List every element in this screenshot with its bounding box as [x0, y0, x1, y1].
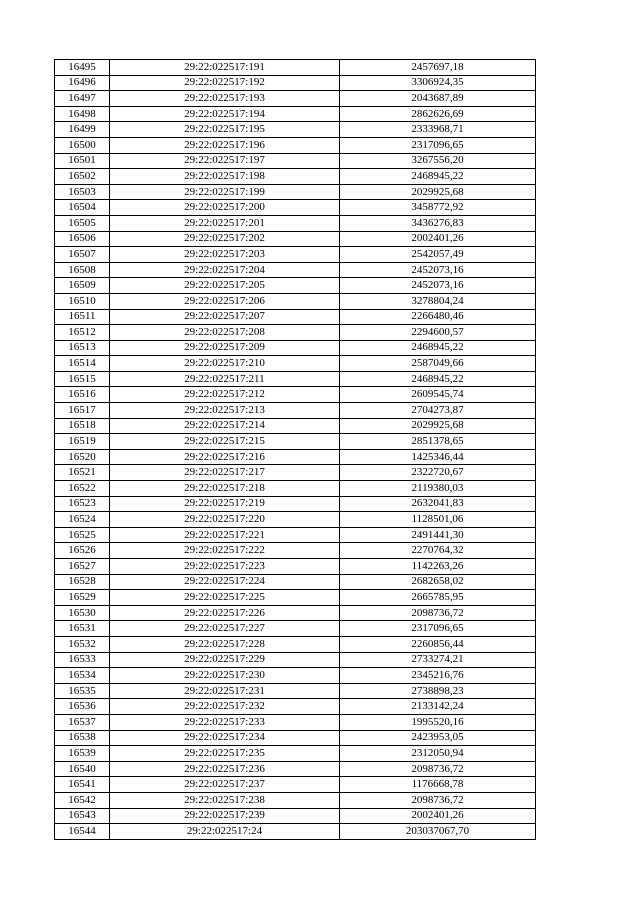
row-number-cell: 16543 — [55, 808, 110, 824]
cadastral-value-cell: 3306924,35 — [340, 75, 536, 91]
row-number-cell: 16539 — [55, 746, 110, 762]
cadastral-value-cell: 2119380,03 — [340, 481, 536, 497]
cadastral-number-cell: 29:22:022517:196 — [110, 137, 340, 153]
cadastral-value-cell: 2002401,26 — [340, 231, 536, 247]
cadastral-number-cell: 29:22:022517:236 — [110, 761, 340, 777]
table-row — [55, 761, 536, 777]
table-row — [55, 434, 536, 450]
row-number-cell: 16522 — [55, 481, 110, 497]
cadastral-number-cell: 29:22:022517:197 — [110, 153, 340, 169]
cadastral-number-cell: 29:22:022517:24 — [110, 824, 340, 840]
cadastral-number-cell: 29:22:022517:226 — [110, 605, 340, 621]
row-number-cell: 16509 — [55, 278, 110, 294]
cadastral-number-cell: 29:22:022517:191 — [110, 60, 340, 76]
table-row — [55, 559, 536, 575]
row-number-cell: 16503 — [55, 184, 110, 200]
row-number-cell: 16533 — [55, 652, 110, 668]
cadastral-number-cell: 29:22:022517:208 — [110, 325, 340, 341]
row-number-cell: 16540 — [55, 761, 110, 777]
row-number-cell: 16496 — [55, 75, 110, 91]
row-number-cell: 16542 — [55, 792, 110, 808]
cadastral-number-cell: 29:22:022517:204 — [110, 262, 340, 278]
cadastral-number-cell: 29:22:022517:238 — [110, 792, 340, 808]
table-row — [55, 714, 536, 730]
cadastral-number-cell: 29:22:022517:203 — [110, 247, 340, 263]
cadastral-value-cell: 1128501,06 — [340, 512, 536, 528]
table-row — [55, 262, 536, 278]
cadastral-number-cell: 29:22:022517:220 — [110, 512, 340, 528]
row-number-cell: 16512 — [55, 325, 110, 341]
cadastral-number-cell: 29:22:022517:222 — [110, 543, 340, 559]
cadastral-number-cell: 29:22:022517:221 — [110, 527, 340, 543]
cadastral-value-cell: 2029925,68 — [340, 184, 536, 200]
cadastral-value-cell: 2733274,21 — [340, 652, 536, 668]
row-number-cell: 16500 — [55, 137, 110, 153]
row-number-cell: 16519 — [55, 434, 110, 450]
row-number-cell: 16526 — [55, 543, 110, 559]
table-row — [55, 371, 536, 387]
cadastral-value-cell: 2266480,46 — [340, 309, 536, 325]
cadastral-number-cell: 29:22:022517:219 — [110, 496, 340, 512]
row-number-cell: 16514 — [55, 356, 110, 372]
cadastral-number-cell: 29:22:022517:231 — [110, 683, 340, 699]
row-number-cell: 16544 — [55, 824, 110, 840]
row-number-cell: 16529 — [55, 590, 110, 606]
table-row — [55, 574, 536, 590]
table-row — [55, 325, 536, 341]
table-row — [55, 730, 536, 746]
table-row — [55, 293, 536, 309]
cadastral-number-cell: 29:22:022517:237 — [110, 777, 340, 793]
cadastral-number-cell: 29:22:022517:232 — [110, 699, 340, 715]
cadastral-number-cell: 29:22:022517:218 — [110, 481, 340, 497]
cadastral-value-cell: 2423953,05 — [340, 730, 536, 746]
cadastral-number-cell: 29:22:022517:206 — [110, 293, 340, 309]
cadastral-value-cell: 2738898,23 — [340, 683, 536, 699]
cadastral-number-cell: 29:22:022517:227 — [110, 621, 340, 637]
cadastral-value-cell: 2002401,26 — [340, 808, 536, 824]
table-row — [55, 777, 536, 793]
cadastral-number-cell: 29:22:022517:217 — [110, 465, 340, 481]
cadastral-value-cell: 2345216,76 — [340, 668, 536, 684]
table-row — [55, 512, 536, 528]
cadastral-value-cell: 2491441,30 — [340, 527, 536, 543]
cadastral-number-cell: 29:22:022517:205 — [110, 278, 340, 294]
table-row — [55, 278, 536, 294]
row-number-cell: 16508 — [55, 262, 110, 278]
cadastral-value-cell: 2333968,71 — [340, 122, 536, 138]
cadastral-number-cell: 29:22:022517:235 — [110, 746, 340, 762]
cadastral-value-cell: 3458772,92 — [340, 200, 536, 216]
row-number-cell: 16530 — [55, 605, 110, 621]
row-number-cell: 16513 — [55, 340, 110, 356]
row-number-cell: 16523 — [55, 496, 110, 512]
table-row — [55, 652, 536, 668]
row-number-cell: 16499 — [55, 122, 110, 138]
row-number-cell: 16510 — [55, 293, 110, 309]
cadastral-value-cell: 2682658,02 — [340, 574, 536, 590]
table-row — [55, 200, 536, 216]
table-row — [55, 122, 536, 138]
row-number-cell: 16516 — [55, 387, 110, 403]
table-row — [55, 387, 536, 403]
table-row — [55, 340, 536, 356]
row-number-cell: 16497 — [55, 91, 110, 107]
cadastral-value-cell: 2468945,22 — [340, 169, 536, 185]
cadastral-number-cell: 29:22:022517:193 — [110, 91, 340, 107]
cadastral-value-cell: 2457697,18 — [340, 60, 536, 76]
cadastral-value-cell: 2270764,32 — [340, 543, 536, 559]
cadastral-number-cell: 29:22:022517:229 — [110, 652, 340, 668]
table-row — [55, 137, 536, 153]
table-row — [55, 60, 536, 76]
cadastral-value-cell: 2468945,22 — [340, 371, 536, 387]
table-row — [55, 496, 536, 512]
row-number-cell: 16517 — [55, 403, 110, 419]
cadastral-value-cell: 2098736,72 — [340, 792, 536, 808]
cadastral-value-cell: 2317096,65 — [340, 621, 536, 637]
table-row — [55, 668, 536, 684]
cadastral-number-cell: 29:22:022517:223 — [110, 559, 340, 575]
row-number-cell: 16506 — [55, 231, 110, 247]
cadastral-value-cell: 2098736,72 — [340, 761, 536, 777]
table-row — [55, 356, 536, 372]
cadastral-value-cell: 1425346,44 — [340, 449, 536, 465]
row-number-cell: 16507 — [55, 247, 110, 263]
row-number-cell: 16528 — [55, 574, 110, 590]
row-number-cell: 16504 — [55, 200, 110, 216]
row-number-cell: 16498 — [55, 106, 110, 122]
cadastral-number-cell: 29:22:022517:234 — [110, 730, 340, 746]
cadastral-value-cell: 2312050,94 — [340, 746, 536, 762]
cadastral-value-cell: 2452073,16 — [340, 278, 536, 294]
cadastral-number-cell: 29:22:022517:194 — [110, 106, 340, 122]
cadastral-value-cell: 1995520,16 — [340, 714, 536, 730]
cadastral-value-cell: 1176668,78 — [340, 777, 536, 793]
cadastral-value-cell: 2704273,87 — [340, 403, 536, 419]
cadastral-number-cell: 29:22:022517:215 — [110, 434, 340, 450]
table-row — [55, 184, 536, 200]
table-row — [55, 808, 536, 824]
table-row — [55, 169, 536, 185]
cadastral-value-cell: 2542057,49 — [340, 247, 536, 263]
cadastral-number-cell: 29:22:022517:199 — [110, 184, 340, 200]
cadastral-number-cell: 29:22:022517:239 — [110, 808, 340, 824]
table-row — [55, 481, 536, 497]
row-number-cell: 16531 — [55, 621, 110, 637]
table-row — [55, 699, 536, 715]
cadastral-value-cell: 2322720,67 — [340, 465, 536, 481]
table-row — [55, 231, 536, 247]
table-row — [55, 590, 536, 606]
cadastral-value-cell: 2452073,16 — [340, 262, 536, 278]
row-number-cell: 16524 — [55, 512, 110, 528]
cadastral-value-cell: 2317096,65 — [340, 137, 536, 153]
cadastral-number-cell: 29:22:022517:233 — [110, 714, 340, 730]
table-row — [55, 824, 536, 840]
row-number-cell: 16515 — [55, 371, 110, 387]
row-number-cell: 16521 — [55, 465, 110, 481]
cadastral-number-cell: 29:22:022517:200 — [110, 200, 340, 216]
table-row — [55, 683, 536, 699]
table-row — [55, 247, 536, 263]
cadastral-number-cell: 29:22:022517:214 — [110, 418, 340, 434]
table-row — [55, 792, 536, 808]
cadastral-value-cell: 2851378,65 — [340, 434, 536, 450]
table-row — [55, 403, 536, 419]
cadastral-number-cell: 29:22:022517:207 — [110, 309, 340, 325]
row-number-cell: 16525 — [55, 527, 110, 543]
table-row — [55, 527, 536, 543]
cadastral-number-cell: 29:22:022517:228 — [110, 636, 340, 652]
cadastral-value-cell: 3436276,83 — [340, 215, 536, 231]
row-number-cell: 16501 — [55, 153, 110, 169]
table-row — [55, 153, 536, 169]
table-row — [55, 106, 536, 122]
table-row — [55, 309, 536, 325]
cadastral-value-cell: 2665785,95 — [340, 590, 536, 606]
row-number-cell: 16535 — [55, 683, 110, 699]
cadastral-value-cell: 1142263,26 — [340, 559, 536, 575]
cadastral-value-cell: 2133142,24 — [340, 699, 536, 715]
cadastral-number-cell: 29:22:022517:224 — [110, 574, 340, 590]
table-row — [55, 746, 536, 762]
cadastral-value-cell: 203037067,70 — [340, 824, 536, 840]
table-row — [55, 449, 536, 465]
row-number-cell: 16532 — [55, 636, 110, 652]
table-row — [55, 636, 536, 652]
cadastral-value-cell: 2260856,44 — [340, 636, 536, 652]
row-number-cell: 16537 — [55, 714, 110, 730]
cadastral-value-cell: 2294600,57 — [340, 325, 536, 341]
cadastral-number-cell: 29:22:022517:202 — [110, 231, 340, 247]
table-row — [55, 465, 536, 481]
cadastral-number-cell: 29:22:022517:192 — [110, 75, 340, 91]
cadastral-number-cell: 29:22:022517:230 — [110, 668, 340, 684]
cadastral-number-cell: 29:22:022517:210 — [110, 356, 340, 372]
row-number-cell: 16536 — [55, 699, 110, 715]
table-body — [55, 60, 536, 840]
cadastral-number-cell: 29:22:022517:198 — [110, 169, 340, 185]
cadastral-number-cell: 29:22:022517:225 — [110, 590, 340, 606]
table-row — [55, 543, 536, 559]
cadastral-value-cell: 2609545,74 — [340, 387, 536, 403]
cadastral-number-cell: 29:22:022517:212 — [110, 387, 340, 403]
cadastral-number-cell: 29:22:022517:201 — [110, 215, 340, 231]
table-row — [55, 215, 536, 231]
cadastral-number-cell: 29:22:022517:213 — [110, 403, 340, 419]
row-number-cell: 16527 — [55, 559, 110, 575]
cadastral-value-cell: 3267556,20 — [340, 153, 536, 169]
cadastral-value-cell: 3278804,24 — [340, 293, 536, 309]
row-number-cell: 16534 — [55, 668, 110, 684]
table-row — [55, 418, 536, 434]
row-number-cell: 16518 — [55, 418, 110, 434]
row-number-cell: 16511 — [55, 309, 110, 325]
table-row — [55, 605, 536, 621]
cadastral-number-cell: 29:22:022517:216 — [110, 449, 340, 465]
cadastral-number-cell: 29:22:022517:211 — [110, 371, 340, 387]
row-number-cell: 16538 — [55, 730, 110, 746]
cadastral-value-cell: 2043687,89 — [340, 91, 536, 107]
row-number-cell: 16505 — [55, 215, 110, 231]
cadastral-value-cell: 2098736,72 — [340, 605, 536, 621]
cadastral-value-cell: 2632041,83 — [340, 496, 536, 512]
row-number-cell: 16502 — [55, 169, 110, 185]
cadastral-value-cell: 2587049,66 — [340, 356, 536, 372]
table-row — [55, 75, 536, 91]
table-row — [55, 621, 536, 637]
cadastral-value-cell: 2862626,69 — [340, 106, 536, 122]
cadastral-number-cell: 29:22:022517:195 — [110, 122, 340, 138]
row-number-cell: 16495 — [55, 60, 110, 76]
cadastral-value-cell: 2029925,68 — [340, 418, 536, 434]
cadastral-value-table — [54, 59, 536, 840]
table-row — [55, 91, 536, 107]
cadastral-number-cell: 29:22:022517:209 — [110, 340, 340, 356]
cadastral-value-cell: 2468945,22 — [340, 340, 536, 356]
row-number-cell: 16541 — [55, 777, 110, 793]
row-number-cell: 16520 — [55, 449, 110, 465]
